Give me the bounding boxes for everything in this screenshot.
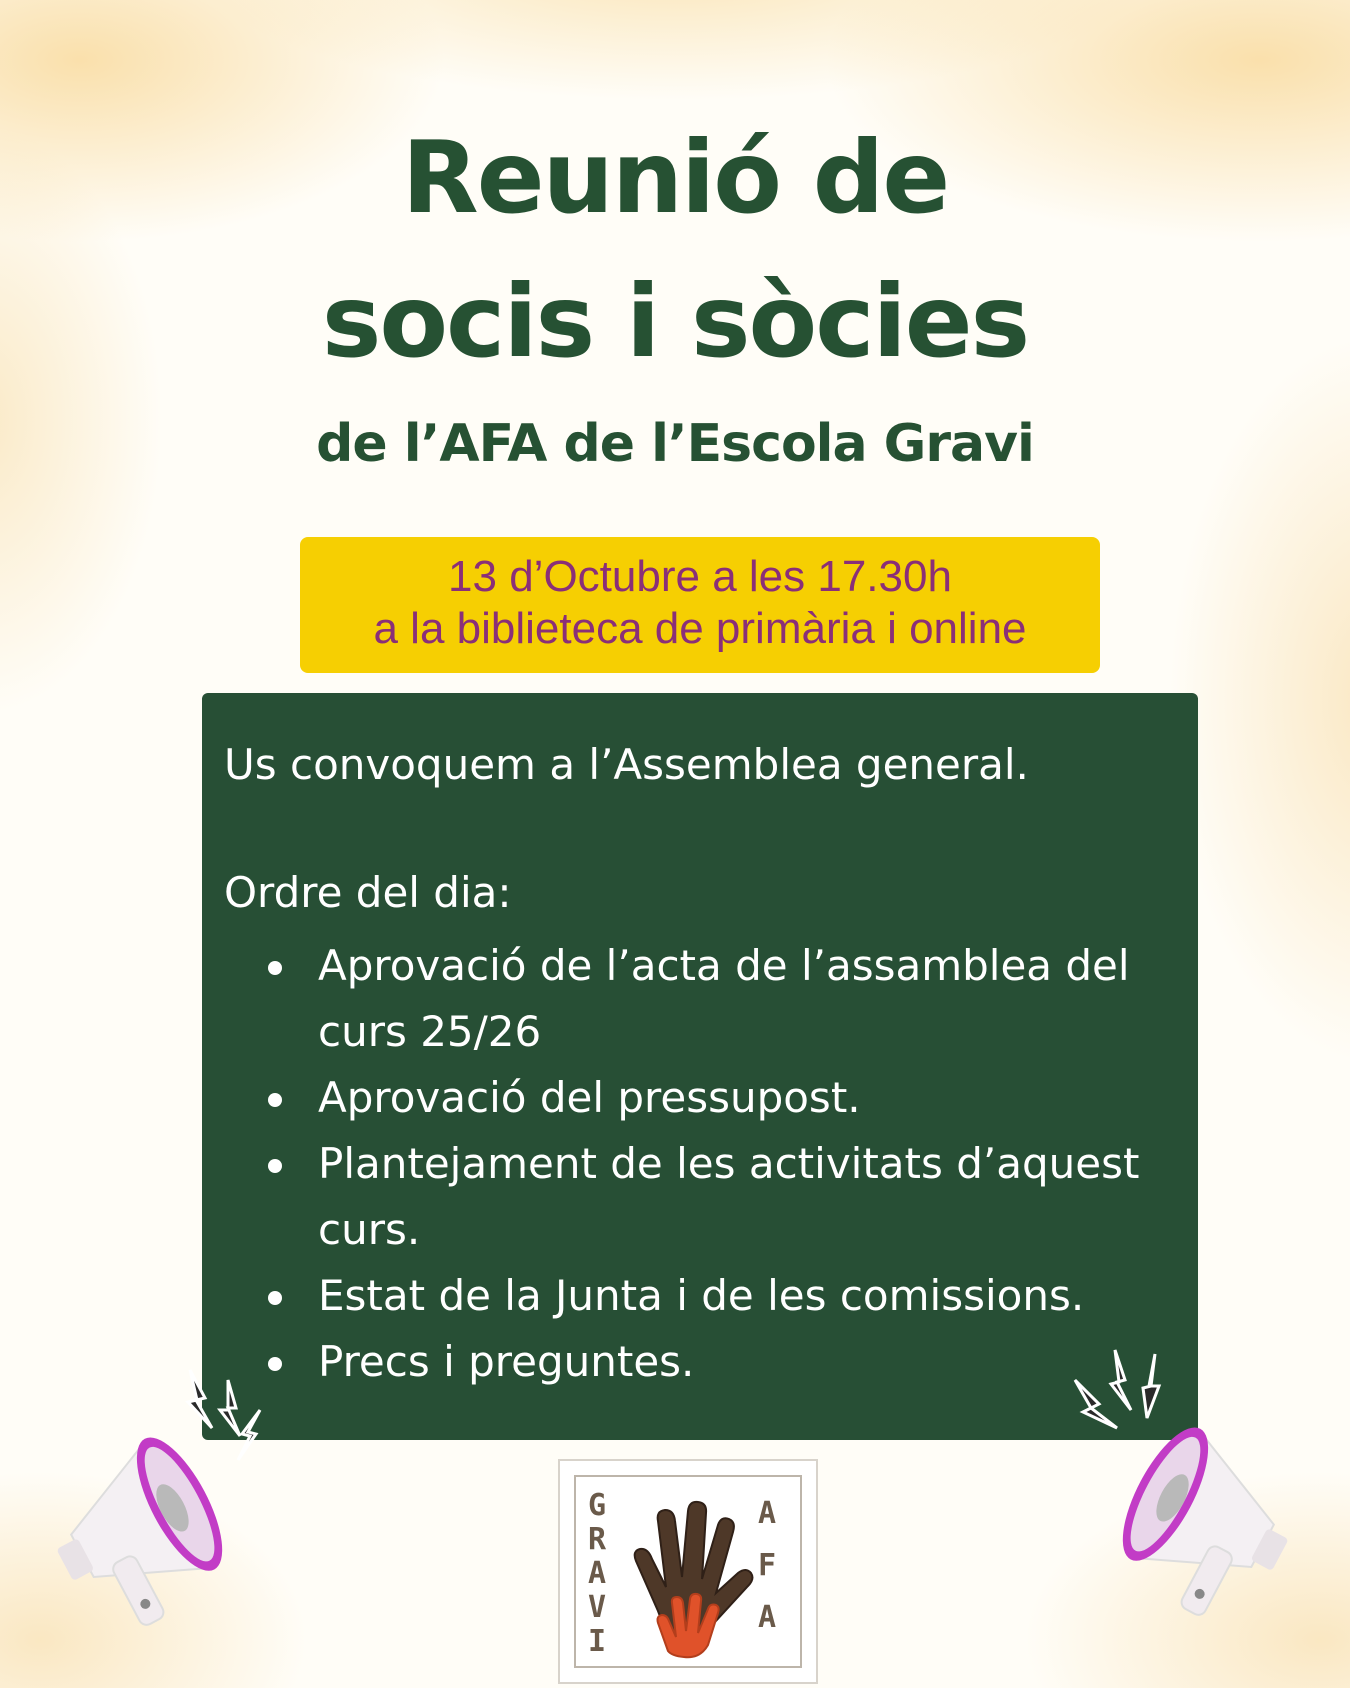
agenda-item-text: Aprovació de l’acta de l’assamblea del curs 25/26 xyxy=(318,941,1130,1056)
logo-letter: A xyxy=(588,1556,607,1591)
logo-frame xyxy=(574,1475,802,1668)
logo-afa-letters xyxy=(758,1497,776,1635)
logo-gravi-letters xyxy=(588,1489,606,1659)
bullet-icon xyxy=(268,1291,282,1305)
title-line-1: Reunió de xyxy=(401,119,949,236)
event-date-time: 13 d’Octubre a les 17.30h xyxy=(448,552,952,601)
afa-gravi-logo xyxy=(558,1459,818,1684)
agenda-item xyxy=(318,1131,1198,1263)
logo-letter: A xyxy=(758,1600,777,1635)
agenda-item-text: Plantejament de les activitats d’aquest curs. xyxy=(318,1139,1140,1254)
bullet-icon xyxy=(268,961,282,975)
megaphone-icon xyxy=(30,1350,290,1650)
logo-letter: R xyxy=(588,1522,607,1557)
event-location: a la biblieteca de primària i online xyxy=(373,604,1027,653)
agenda-item-text: Precs i preguntes. xyxy=(318,1337,695,1386)
agenda-item xyxy=(318,933,1198,1065)
event-date-box xyxy=(300,537,1100,673)
hands-icon xyxy=(618,1491,758,1661)
bullet-icon xyxy=(268,1093,282,1107)
logo-letter: F xyxy=(758,1548,777,1583)
agenda-item-text: Aprovació del pressupost. xyxy=(318,1073,861,1122)
logo-letter: I xyxy=(588,1624,607,1659)
agenda-title: Ordre del dia: xyxy=(224,868,512,917)
subtitle: de l’AFA de l’Escola Gravi xyxy=(316,414,1034,474)
logo-letter: G xyxy=(588,1488,607,1523)
agenda-list xyxy=(318,933,1198,1395)
logo-letter: A xyxy=(758,1496,777,1531)
agenda-item xyxy=(318,1263,1198,1329)
megaphone-icon xyxy=(1055,1340,1315,1640)
title-line-2: socis i sòcies xyxy=(321,263,1029,380)
agenda-item-text: Estat de la Junta i de les comissions. xyxy=(318,1271,1085,1320)
logo-letter: V xyxy=(588,1590,607,1625)
bullet-icon xyxy=(268,1159,282,1173)
agenda-panel xyxy=(202,693,1198,1440)
convocation-text: Us convoquem a l’Assemblea general. xyxy=(224,740,1029,789)
agenda-item xyxy=(318,1065,1198,1131)
